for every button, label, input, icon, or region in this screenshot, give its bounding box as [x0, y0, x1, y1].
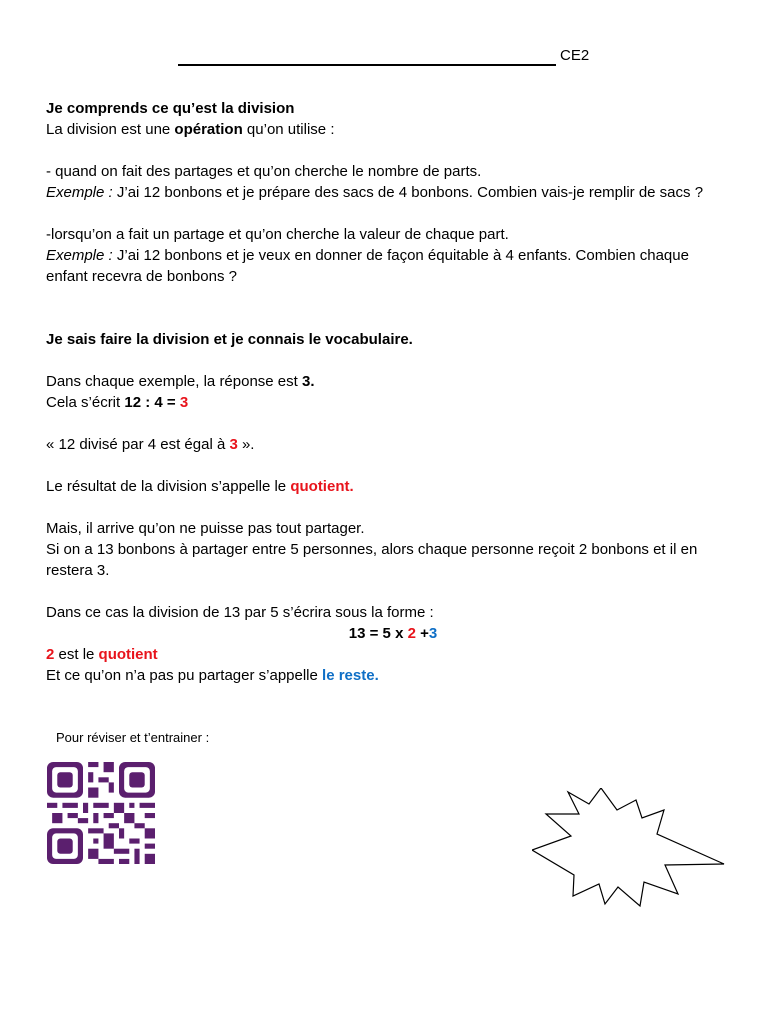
case2-line: -lorsqu’on a fait un partage et qu’on cherche la valeur de chaque part.: [46, 226, 509, 243]
starburst-shape: [532, 788, 726, 908]
case1-line: - quand on fait des partages et qu’on cherche le nombre de parts.: [46, 163, 482, 180]
class-level: CE2: [560, 47, 590, 64]
section2-title: Je sais faire la division et je connais le vocabulaire.: [46, 331, 413, 348]
reste-text: Et ce qu’on n’a pas pu partager s’appelle: [46, 667, 323, 684]
quotient-mid: est le: [54, 646, 99, 663]
intro-text-end: qu’on utilise :: [242, 121, 335, 138]
writes-line: [46, 392, 726, 413]
example1-label: Exemple :: [46, 184, 113, 201]
reste-term: le reste.: [322, 667, 379, 684]
formula-plus: +: [415, 625, 429, 642]
section1-title: Je comprends ce qu’est la division: [46, 100, 295, 117]
reste-line: [46, 665, 726, 686]
writes-expression: 12 : 4 =: [124, 394, 180, 411]
revise-label: Pour réviser et t’entrainer :: [56, 730, 210, 745]
example2-text: J’ai 12 bonbons et je veux en donner de façon équitable à 4 enfants. Combien chaque enfant recevra de bonbons ?: [46, 247, 689, 285]
writes-result: 3: [179, 394, 189, 411]
form-line: Dans ce cas la division de 13 par 5 s’écrira sous la forme :: [46, 604, 434, 621]
formula-line: [46, 623, 726, 644]
quotient-term: quotient.: [290, 478, 354, 495]
answer-line: [46, 371, 726, 392]
example1-text: J’ai 12 bonbons et je prépare des sacs de 4 bonbons. Combien vais-je remplir de sacs ?: [112, 184, 704, 201]
name-blank-line: [178, 48, 556, 66]
formula-remainder: 3: [428, 625, 438, 642]
quotient-value: 2: [46, 646, 55, 663]
reading-value: 3: [229, 436, 238, 453]
reading-end: ».: [237, 436, 255, 453]
reading-text: « 12 divisé par 4 est égal à: [46, 436, 230, 453]
example2-paragraph: [46, 245, 726, 287]
reading-line: [46, 434, 726, 455]
intro-bold-word: opération: [174, 121, 243, 138]
writes-text: Cela s’écrit: [46, 394, 125, 411]
but-line: Mais, il arrive qu’on ne puisse pas tout partager.: [46, 520, 365, 537]
formula-start: 13 = 5 x: [348, 625, 408, 642]
header: [178, 45, 589, 66]
qr-code-icon[interactable]: [47, 762, 155, 864]
answer-text: Dans chaque exemple, la réponse est: [46, 373, 302, 390]
example1-paragraph: [46, 182, 726, 203]
case-line: Si on a 13 bonbons à partager entre 5 personnes, alors chaque personne reçoit 2 bonbons et il en restera 3.: [46, 541, 698, 579]
intro-text: La division est une: [46, 121, 175, 138]
formula-quotient: 2: [407, 625, 416, 642]
intro-line: [46, 119, 726, 140]
answer-value: 3.: [302, 373, 315, 390]
example2-label: Exemple :: [46, 247, 113, 264]
quotient-line: [46, 644, 726, 665]
quotient-label: quotient: [98, 646, 158, 663]
lesson-content: [46, 98, 726, 686]
result-text: Le résultat de la division s’appelle le: [46, 478, 291, 495]
result-line: [46, 476, 726, 497]
